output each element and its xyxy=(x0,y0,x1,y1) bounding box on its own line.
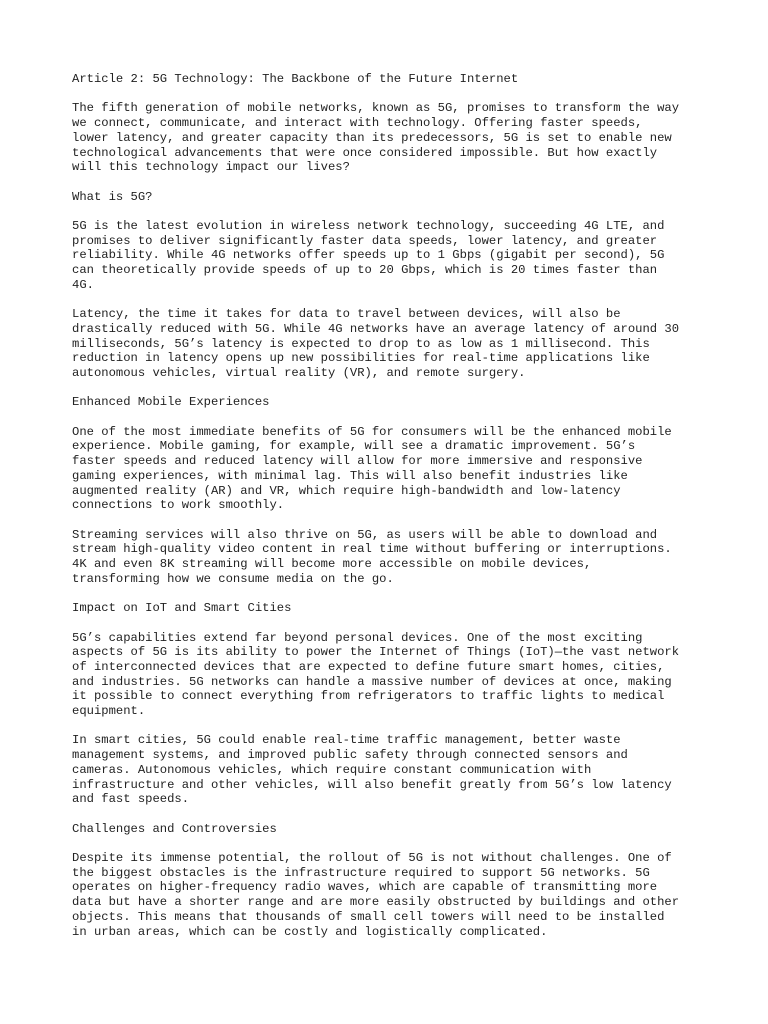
body-paragraph xyxy=(72,528,712,587)
body-paragraph xyxy=(72,307,712,381)
paragraph-line: infrastructure and other vehicles, will also benefit greatly from 5G’s low latency xyxy=(72,777,672,792)
section-heading-text: Impact on IoT and Smart Cities xyxy=(72,601,292,616)
paragraph-line: Latency, the time it takes for data to travel between devices, will also be xyxy=(72,307,621,322)
paragraph-line: drastically reduced with 5G. While 4G networks have an average latency of around 30 xyxy=(72,321,680,336)
paragraph-line: 5G’s capabilities extend far beyond personal devices. One of the most exciting xyxy=(72,630,643,645)
paragraph-line: 4G. xyxy=(72,277,94,292)
section-heading-text: Challenges and Controversies xyxy=(72,821,277,836)
paragraph-line: 5G is the latest evolution in wireless network technology, succeeding 4G LTE, and xyxy=(72,218,665,233)
section-heading xyxy=(72,601,712,616)
paragraph-line: of interconnected devices that are expected to define future smart homes, cities, xyxy=(72,659,665,674)
paragraph-line: Despite its immense potential, the rollout of 5G is not without challenges. One of xyxy=(72,851,672,866)
paragraph-line: management systems, and improved public safety through connected sensors and xyxy=(72,748,628,763)
paragraph-line: can theoretically provide speeds of up to 20 Gbps, which is 20 times faster than xyxy=(72,263,658,278)
paragraph-line: lower latency, and greater capacity than its predecessors, 5G is set to enable new xyxy=(72,130,672,145)
article-body xyxy=(72,101,712,939)
body-paragraph xyxy=(72,851,712,939)
paragraph-line: operates on higher-frequency radio waves, which are capable of transmitting more xyxy=(72,880,658,895)
paragraph-line: promises to deliver significantly faster data speeds, lower latency, and greater xyxy=(72,233,658,248)
paragraph-line: the biggest obstacles is the infrastructure required to support 5G networks. 5G xyxy=(72,865,650,880)
paragraph-line: 4K and even 8K streaming will become more accessible on mobile devices, xyxy=(72,557,592,572)
document-page xyxy=(72,72,712,954)
paragraph-line: and industries. 5G networks can handle a massive number of devices at once, making xyxy=(72,674,672,689)
body-paragraph xyxy=(72,631,712,719)
paragraph-line: in urban areas, which can be costly and logistically complicated. xyxy=(72,924,548,939)
body-paragraph xyxy=(72,425,712,513)
section-heading xyxy=(72,190,712,205)
paragraph-line: will this technology impact our lives? xyxy=(72,160,350,175)
paragraph-line: reliability. While 4G networks offer speeds up to 1 Gbps (gigabit per second), 5G xyxy=(72,248,665,263)
body-paragraph xyxy=(72,219,712,293)
paragraph-line: faster speeds and reduced latency will allow for more immersive and responsive xyxy=(72,454,643,469)
paragraph-line: and fast speeds. xyxy=(72,792,190,807)
paragraph-line: Streaming services will also thrive on 5G, as users will be able to download and xyxy=(72,527,658,542)
body-paragraph xyxy=(72,733,712,807)
paragraph-line: gaming experiences, with minimal lag. This will also benefit industries like xyxy=(72,468,628,483)
section-heading-text: What is 5G? xyxy=(72,189,153,204)
paragraph-line: experience. Mobile gaming, for example, will see a dramatic improvement. 5G’s xyxy=(72,439,636,454)
paragraph-line: In smart cities, 5G could enable real-time traffic management, better waste xyxy=(72,733,621,748)
article-title xyxy=(72,72,712,87)
body-paragraph xyxy=(72,101,712,175)
paragraph-line: reduction in latency opens up new possibilities for real-time applications like xyxy=(72,351,650,366)
paragraph-line: augmented reality (AR) and VR, which require high-bandwidth and low-latency xyxy=(72,483,621,498)
section-heading xyxy=(72,822,712,837)
section-heading-text: Enhanced Mobile Experiences xyxy=(72,395,270,410)
paragraph-line: The fifth generation of mobile networks, known as 5G, promises to transform the way xyxy=(72,101,680,116)
paragraph-line: it possible to connect everything from refrigerators to traffic lights to medical xyxy=(72,689,665,704)
paragraph-line: autonomous vehicles, virtual reality (VR), and remote surgery. xyxy=(72,366,526,380)
paragraph-line: milliseconds, 5G’s latency is expected to drop to as low as 1 millisecond. This xyxy=(72,336,650,351)
article-title-text: Article 2: 5G Technology: The Backbone of the Future Internet xyxy=(72,72,519,86)
paragraph-line: aspects of 5G is its ability to power the Internet of Things (IoT)—the vast network xyxy=(72,645,680,660)
paragraph-line: transforming how we consume media on the go. xyxy=(72,571,394,586)
paragraph-line: connections to work smoothly. xyxy=(72,498,285,513)
paragraph-line: technological advancements that were once considered impossible. But how exactly xyxy=(72,145,658,160)
paragraph-line: stream high-quality video content in real time without buffering or interruptions. xyxy=(72,542,672,557)
paragraph-line: objects. This means that thousands of small cell towers will need to be installed xyxy=(72,909,665,924)
paragraph-line: data but have a shorter range and are more easily obstructed by buildings and other xyxy=(72,895,680,910)
section-heading xyxy=(72,395,712,410)
paragraph-line: One of the most immediate benefits of 5G for consumers will be the enhanced mobile xyxy=(72,424,672,439)
paragraph-line: cameras. Autonomous vehicles, which require constant communication with xyxy=(72,762,592,777)
paragraph-line: equipment. xyxy=(72,704,146,719)
paragraph-line: we connect, communicate, and interact with technology. Offering faster speeds, xyxy=(72,116,643,131)
